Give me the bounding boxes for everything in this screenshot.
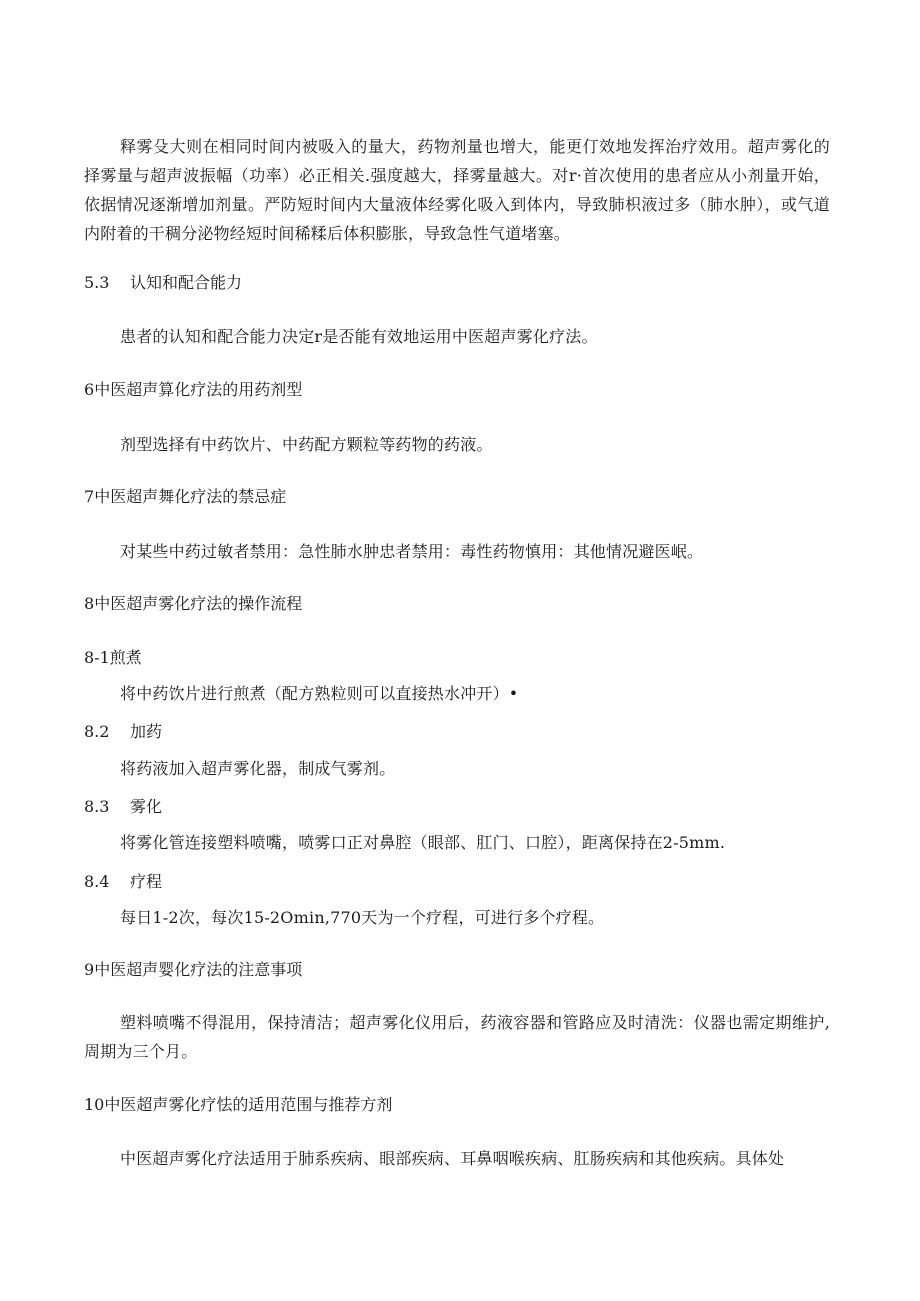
section-6-heading [84, 378, 302, 402]
section-10-heading [84, 1093, 392, 1117]
section-number: 8 [84, 594, 95, 613]
section-title: 雾化 [130, 797, 163, 816]
section-number: 8.3 [84, 797, 110, 816]
section-title: 中医超声雾化疗法的操作流程 [94, 594, 303, 613]
section-8-3-paragraph: 将雾化管连接塑料喷嘴，喷雾口正对鼻腔（眼部、肛门、口腔），距离保持在2-5mm. [120, 833, 726, 852]
section-number: 9 [84, 960, 95, 979]
section-number: 8.2 [84, 722, 110, 741]
section-number: 6 [84, 380, 95, 399]
section-number: 8-1 [84, 648, 110, 667]
section-number: 8.4 [84, 872, 110, 891]
section-9-paragraph: 塑料喷嘴不得混用，保持清洁；超声雾化仪用后，药液容器和管路应及时清洗：仪器也需定期维护,周期为三个月。 [84, 1013, 830, 1061]
intro-paragraph: 释雾殳大则在相同时间内被吸入的量大，药物剂量也增大，能更仃效地发挥治疗效用。超声雾化的择雾量与超声波振幅（功率）必正相关.强度越大，择雾量越大。对r·首次使用的患者应从小剂量开始，依据情况逐渐增加剂量。严防短时间内大量液体经雾化吸入到体内，导致肺枳液过多（肺水肿），或气道内附着的干稠分泌物经短时间稀糅后体积膨胀，导致急性气道堵塞。 [84, 137, 830, 243]
section-8-heading [84, 592, 302, 616]
section-title: 疗程 [130, 872, 163, 891]
section-title: 中医超声算化疗法的用药剂型 [94, 380, 303, 399]
section-7-paragraph: 对某些中药过敏者禁用：急性肺水肿忠者禁用：毒性药物慎用：其他情况避医岷。 [120, 542, 704, 561]
section-title: 中医超声婴化疗法的注意事项 [94, 960, 303, 979]
section-8-1-heading [84, 646, 142, 670]
section-title: 中医超声雾化疗怯的适用范围与推荐方剂 [104, 1095, 393, 1114]
section-8-4-paragraph: 每日1-2次，每次15-2Omin,770天为一个疗程，可进行多个疗程。 [120, 908, 605, 927]
section-8-1-paragraph: 将中药饮片进行煎煮（配方熟粒则可以直接热水冲开）• [120, 684, 519, 703]
section-title: 加药 [130, 722, 163, 741]
section-8-3-heading [84, 795, 162, 819]
section-number: 5.3 [84, 273, 110, 292]
section-8-4-heading [84, 870, 162, 894]
section-number: 7 [84, 487, 95, 506]
section-title: 煎煮 [109, 648, 142, 667]
section-5-3-heading [84, 271, 242, 295]
section-title: 中医超声舞化疗法的禁忌症 [94, 487, 287, 506]
section-7-heading [84, 485, 286, 509]
section-6-paragraph: 剂型选择有中药饮片、中药配方颗粒等药物的药液。 [120, 435, 493, 454]
section-5-3-paragraph: 患者的认知和配合能力决定r是否能有效地运用中医超声雾化疗法。 [120, 327, 598, 346]
section-8-2-paragraph: 将药液加入超声雾化器，制成气雾剂。 [120, 759, 396, 778]
section-8-2-heading [84, 720, 162, 744]
section-title: 认知和配合能力 [130, 273, 243, 292]
section-number: 10 [84, 1095, 105, 1114]
section-10-paragraph: 中医超声雾化疗法适用于肺系疾病、眼部疾病、耳鼻咽喉疾病、肛肠疾病和其他疾病。具体处 [120, 1149, 785, 1168]
section-9-heading [84, 958, 302, 982]
